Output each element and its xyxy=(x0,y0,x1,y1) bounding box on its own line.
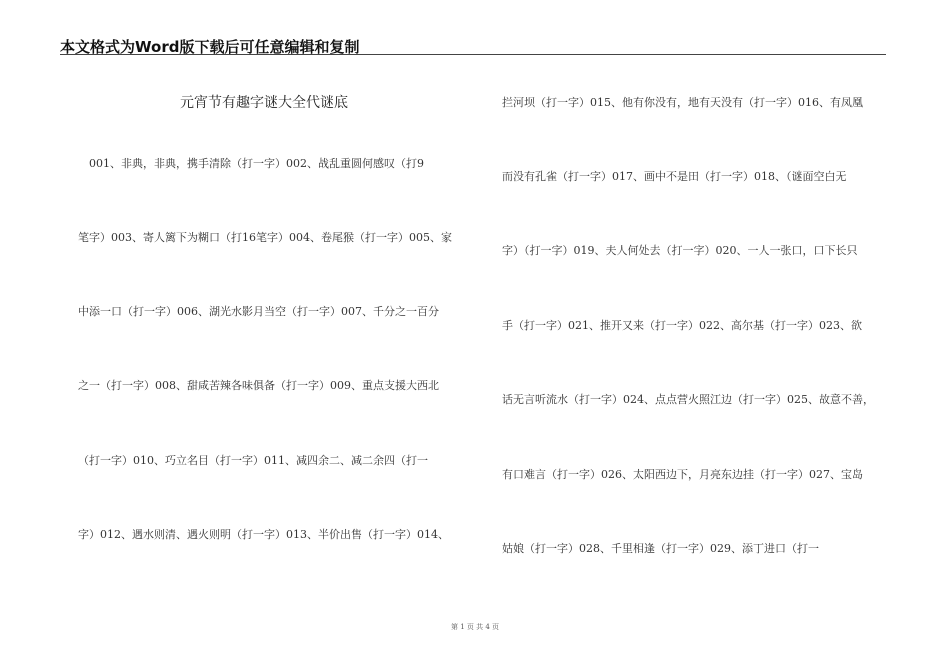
page-header: 本文格式为Word版下载后可任意编辑和复制 xyxy=(60,38,360,56)
text-line: 001、非典，非典，携手清除（打一字）002、战乱重圆何感叹（打9 xyxy=(78,157,424,170)
text-line: 之一（打一字）008、甜咸苦辣各味俱备（打一字）009、重点支援大西北 xyxy=(78,379,439,392)
text-line: （打一字）010、巧立名目（打一字）011、减四余二、减二余四（打一 xyxy=(78,454,428,467)
text-line: 字）（打一字）019、夫人何处去（打一字）020、一人一张口，口下长只 xyxy=(502,244,858,257)
text-line: 拦河坝（打一字）015、他有你没有，地有天没有（打一字）016、有凤凰 xyxy=(502,96,863,109)
text-line: 姑娘（打一字）028、千里相逢（打一字）029、添丁进口（打一 xyxy=(502,542,819,555)
text-line: 而没有孔雀（打一字）017、画中不是田（打一字）018、（谜面空白无 xyxy=(502,170,847,183)
text-line: 手（打一字）021、推开又来（打一字）022、高尔基（打一字）023、欲 xyxy=(502,319,862,332)
text-line: 中添一口（打一字）006、湖光水影月当空（打一字）007、千分之一百分 xyxy=(78,305,439,318)
text-line: 有口难言（打一字）026、太阳西边下，月亮东边挂（打一字）027、宝岛 xyxy=(502,468,863,481)
document-title: 元宵节有趣字谜大全代谜底 xyxy=(180,95,348,111)
text-line: 笔字）003、寄人篱下为糊口（打16笔字）004、卷尾猴（打一字）005、家 xyxy=(78,231,452,244)
page-number: 第 1 页 共 4 页 xyxy=(450,623,500,631)
text-line: 字）012、遇水则清、遇火则明（打一字）013、半价出售（打一字）014、 xyxy=(78,528,449,541)
header-rule xyxy=(60,54,886,55)
text-line: 话无言听流水（打一字）024、点点营火照江边（打一字）025、故意不善， xyxy=(502,393,874,406)
